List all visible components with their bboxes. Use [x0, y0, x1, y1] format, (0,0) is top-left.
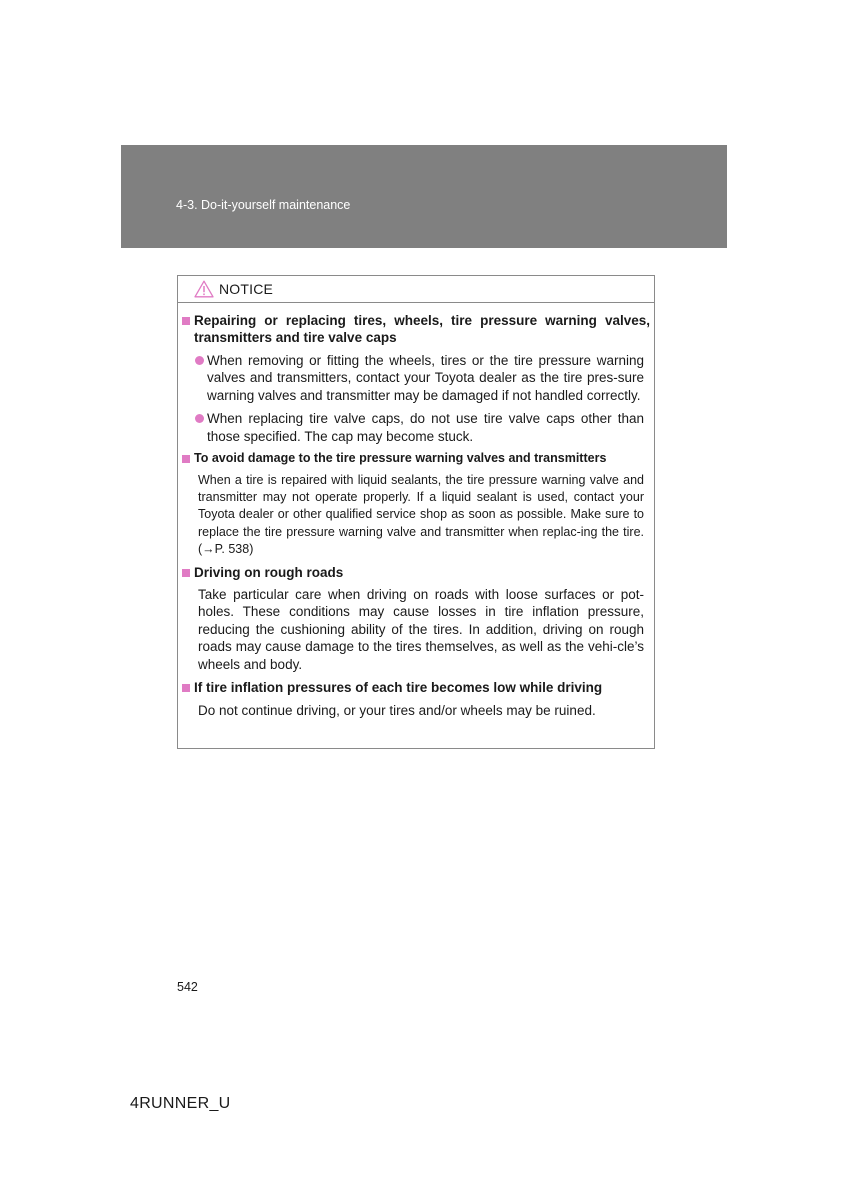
- section-heading: [182, 564, 650, 581]
- section-heading: [182, 312, 650, 346]
- section-text: Do not continue driving, or your tires and/or wheels may be ruined.: [198, 703, 596, 719]
- round-bullet-icon: [195, 414, 204, 423]
- section-heading: [182, 450, 650, 467]
- section-text: Take particular care when driving on roads with loose surfaces or pot-holes. These conditions may cause losses in tire inflation pressure, reducing the cushioning ability of the tires. In addition, driving on rough roads may cause damage to the tires themselves, as well as the vehi-cle’s wheels and body.: [198, 587, 644, 672]
- square-bullet-icon: [182, 684, 190, 692]
- section-heading-text: If tire inflation pressures of each tire becomes low while driving: [194, 680, 603, 696]
- section-label: 4-3. Do-it-yourself maintenance: [176, 198, 351, 212]
- bullet-item: [195, 352, 644, 404]
- section-heading-text: To avoid damage to the tire pressure warning valves and transmitters: [194, 451, 607, 466]
- header-band: [121, 145, 727, 248]
- square-bullet-icon: [182, 455, 190, 463]
- notice-title: NOTICE: [219, 281, 274, 297]
- square-bullet-icon: [182, 317, 190, 325]
- section-heading: [182, 679, 650, 696]
- bullet-text: When removing or fitting the wheels, tires or the tire pressure warning valves and transmitters, contact your Toyota dealer as the tire pres-sure warning valves and transmitter may be damaged if not handled correctly.: [207, 353, 644, 403]
- notice-box: [177, 275, 655, 749]
- notice-body: [178, 303, 654, 719]
- round-bullet-icon: [195, 356, 204, 365]
- section-heading-text: Driving on rough roads: [194, 565, 344, 581]
- page-number: 542: [177, 980, 198, 994]
- section-heading-text: Repairing or replacing tires, wheels, tire pressure warning valves, transmitters and tire valve caps: [194, 313, 650, 345]
- bullet-item: [195, 410, 644, 445]
- notice-header: [178, 276, 654, 303]
- square-bullet-icon: [182, 569, 190, 577]
- section-text: When a tire is repaired with liquid sealants, the tire pressure warning valve and transmitter may not operate properly. If a liquid sealant is used, contact your Toyota dealer or other qualified service shop as soon as possible. Make sure to replace the tire pressure warning valve and transmitter when replac-ing the tire. (→P. 538): [198, 473, 644, 556]
- document-code: 4RUNNER_U: [130, 1095, 231, 1112]
- warning-triangle-icon: [194, 280, 214, 298]
- bullet-text: When replacing tire valve caps, do not use tire valve caps other than those specified. The cap may become stuck.: [207, 411, 644, 444]
